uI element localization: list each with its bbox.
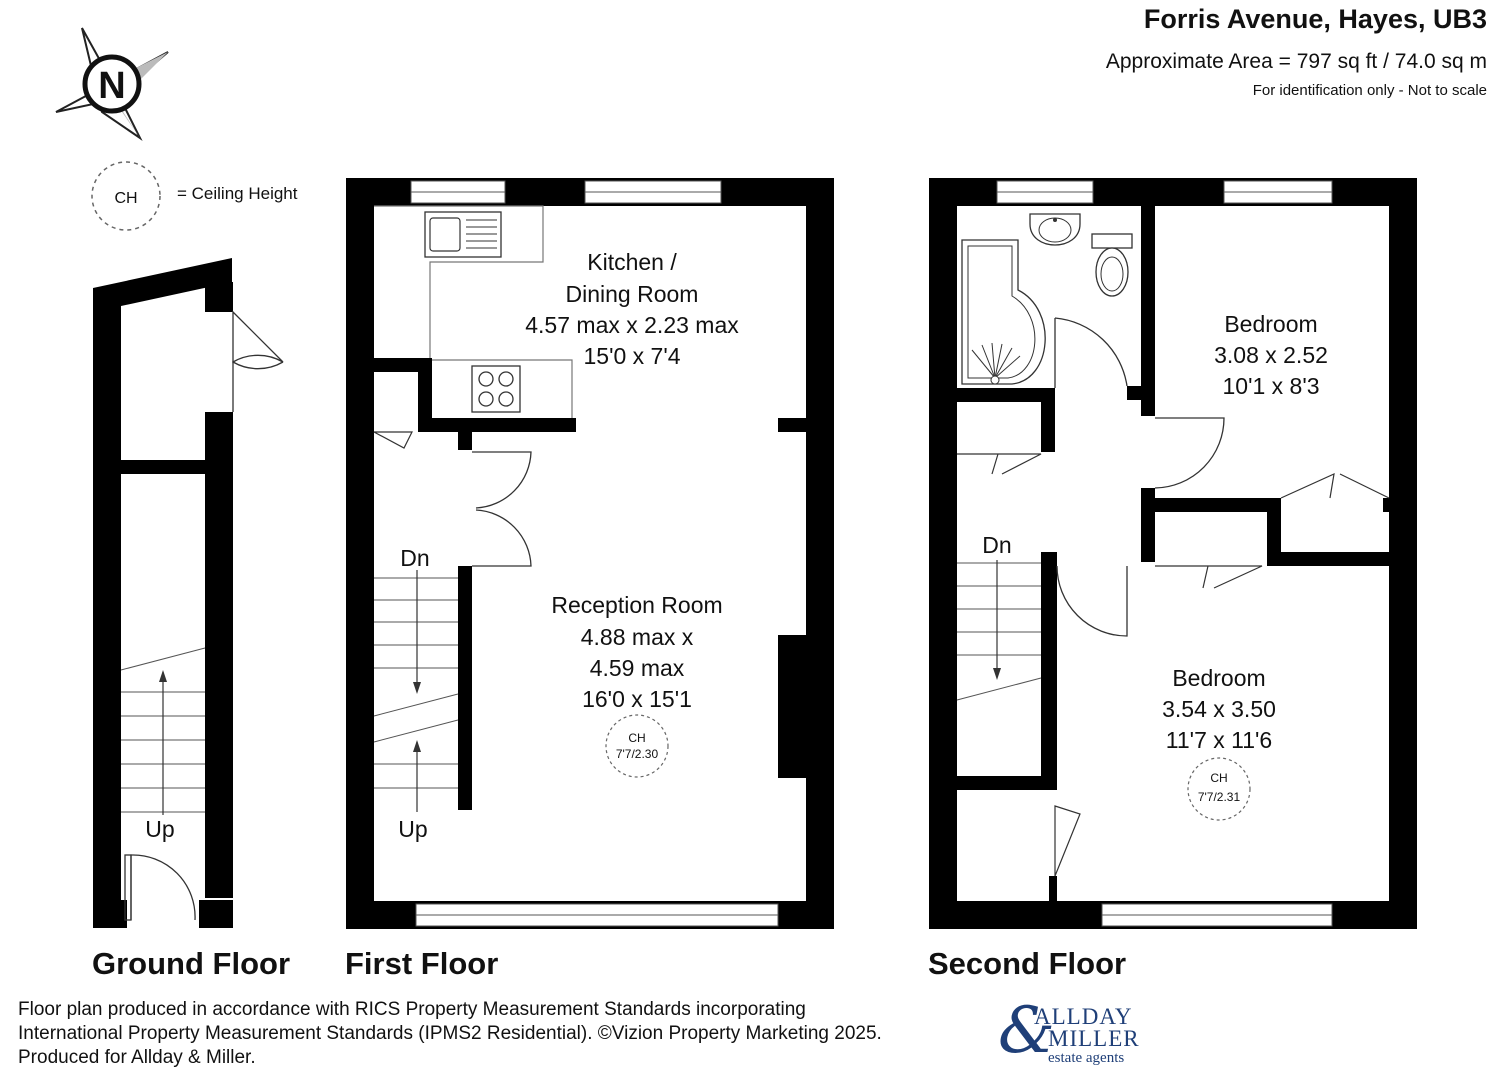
approximate-area: Approximate Area = 797 sq ft / 74.0 sq m bbox=[1105, 50, 1487, 73]
first-floor-label: First Floor bbox=[345, 946, 499, 981]
bedroom2-ch-value: 7'7/2.31 bbox=[1197, 790, 1241, 804]
kitchen-metric: 4.57 max x 2.23 max bbox=[525, 312, 739, 338]
reception-ch-value: 7'7/2.30 bbox=[615, 747, 659, 761]
kitchen-imperial: 15'0 x 7'4 bbox=[583, 343, 681, 369]
legend-text: = Ceiling Height bbox=[177, 184, 298, 203]
reception-name: Reception Room bbox=[551, 592, 723, 618]
first-floor-plan bbox=[346, 178, 834, 929]
bedroom2-name: Bedroom bbox=[1172, 665, 1266, 691]
logo-name-2: MILLER bbox=[1048, 1026, 1140, 1051]
compass-letter: N bbox=[98, 65, 126, 107]
ground-floor-plan bbox=[93, 258, 283, 928]
logo-ampersand: & bbox=[998, 994, 1055, 1068]
ground-stairs-up-label: Up bbox=[145, 816, 175, 842]
kitchen-name-line1: Kitchen / bbox=[587, 249, 677, 275]
bedroom2-ch-label: CH bbox=[1210, 771, 1228, 785]
bedroom1-name: Bedroom bbox=[1224, 311, 1318, 337]
footer-line-2: International Property Measurement Standards (IPMS2 Residential). ©Vizion Property Marketing 2025. bbox=[18, 1023, 882, 1044]
footer-disclaimer bbox=[18, 998, 1008, 1070]
allday-miller-logo bbox=[998, 994, 1158, 1070]
reception-imperial: 16'0 x 15'1 bbox=[582, 686, 692, 712]
bedroom2-imperial: 11'7 x 11'6 bbox=[1165, 727, 1273, 753]
reception-ch-label: CH bbox=[628, 731, 646, 745]
scale-note: For identification only - Not to scale bbox=[1252, 82, 1487, 99]
footer-line-1: Floor plan produced in accordance with RICS Property Measurement Standards incorporating bbox=[18, 999, 806, 1020]
ground-floor-label: Ground Floor bbox=[92, 946, 291, 981]
second-floor-plan bbox=[929, 178, 1417, 929]
page-title: Forris Avenue, Hayes, UB3 bbox=[1143, 4, 1487, 34]
legend-symbol: CH bbox=[114, 190, 138, 207]
reception-metric-line1: 4.88 max x bbox=[580, 624, 694, 650]
first-stairs-up-label: Up bbox=[398, 816, 428, 842]
footer-line-3: Produced for Allday & Miller. bbox=[18, 1047, 256, 1068]
bedroom1-metric: 3.08 x 2.52 bbox=[1214, 342, 1328, 368]
second-floor-label: Second Floor bbox=[928, 946, 1127, 981]
logo-tagline: estate agents bbox=[1048, 1050, 1125, 1066]
compass-icon bbox=[56, 28, 168, 138]
bedroom1-imperial: 10'1 x 8'3 bbox=[1222, 373, 1320, 399]
first-stairs-down-label: Dn bbox=[400, 545, 430, 571]
bedroom2-metric: 3.54 x 3.50 bbox=[1162, 696, 1276, 722]
reception-metric-line2: 4.59 max bbox=[589, 655, 685, 681]
logo-name-1: ALLDAY bbox=[1034, 1004, 1133, 1029]
second-stairs-down-label: Dn bbox=[982, 532, 1012, 558]
ceiling-height-legend bbox=[92, 162, 298, 230]
kitchen-name-line2: Dining Room bbox=[565, 281, 699, 307]
